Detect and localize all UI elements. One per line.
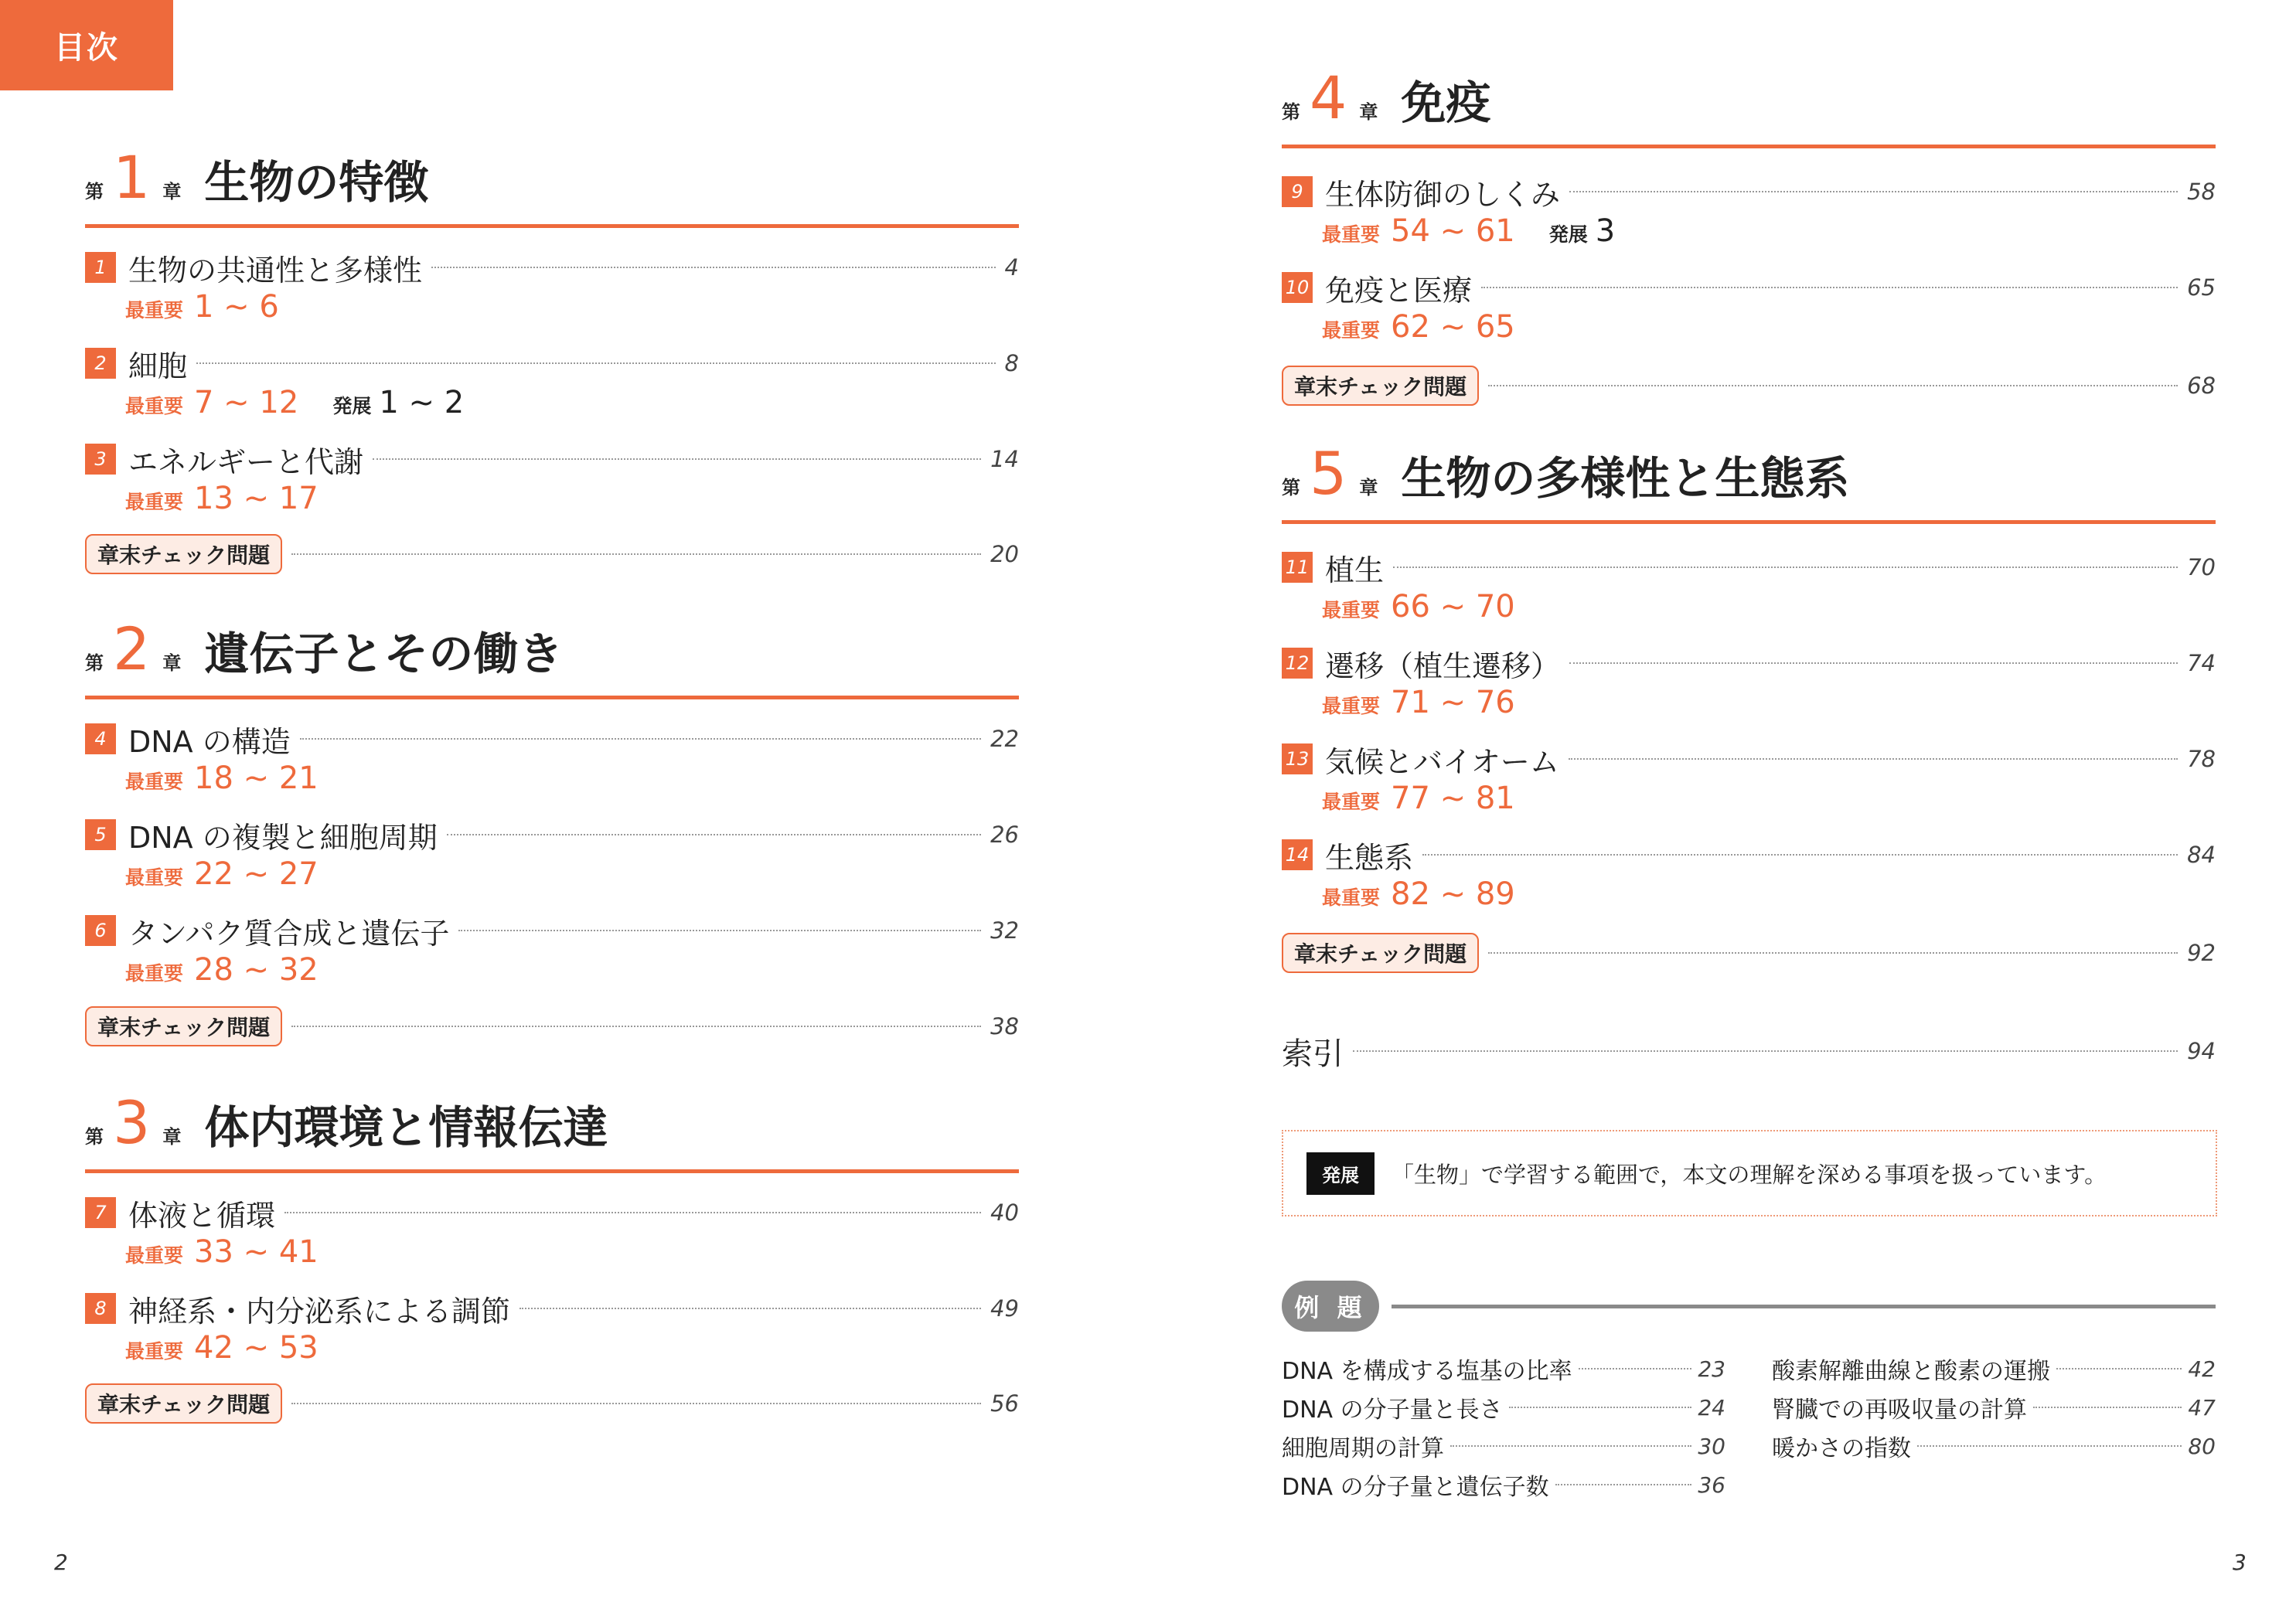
dot-leader (1353, 1050, 2178, 1052)
section-entry[interactable] (1282, 269, 2216, 345)
dot-leader (1579, 1368, 1692, 1370)
section-entry[interactable] (1282, 836, 2216, 912)
section-title: 生態系 (1325, 840, 1414, 875)
important-label: 最重要 (125, 771, 184, 793)
section-page: 14 (990, 446, 1019, 472)
section-entry[interactable] (85, 816, 1019, 892)
section-page: 40 (990, 1199, 1019, 1226)
important-label: 最重要 (1322, 886, 1381, 909)
section-entry[interactable] (85, 1290, 1019, 1366)
chapter-title: 生物の多様性と生態系 (1401, 452, 1850, 505)
section-problems (125, 385, 1019, 420)
dot-leader (431, 267, 996, 268)
chapter-prefix: 第 (85, 181, 104, 202)
dot-leader (1569, 662, 2178, 664)
examples-rule (1392, 1305, 2216, 1308)
page-number-left: 2 (54, 1550, 68, 1575)
example-page: 23 (1698, 1356, 1725, 1382)
example-title: 暖かさの指数 (1772, 1435, 1911, 1462)
section-title: 免疫と医療 (1325, 273, 1473, 308)
chapter-rule (1282, 520, 2216, 524)
section-page: 65 (2187, 274, 2216, 301)
chapter-number: 2 (113, 614, 151, 683)
example-title: DNA の分子量と遺伝子数 (1282, 1474, 1549, 1501)
dot-leader (300, 738, 981, 740)
chapter-rule (85, 224, 1019, 228)
dot-leader (447, 834, 981, 835)
important-label: 最重要 (1322, 695, 1381, 717)
section-problems (1322, 309, 2216, 345)
section-number-badge: 6 (85, 915, 116, 946)
chapter-heading (1282, 56, 2216, 148)
dot-leader (1393, 567, 2178, 568)
section-page: 84 (2187, 842, 2216, 868)
dot-leader (1555, 1484, 1692, 1485)
dot-leader (1509, 1407, 1692, 1408)
example-entry[interactable] (1772, 1349, 2216, 1388)
section-title: 生体防御のしくみ (1325, 177, 1561, 212)
example-entry[interactable] (1282, 1465, 1725, 1504)
dot-leader (1488, 952, 2178, 954)
important-range: 71 ~ 76 (1391, 685, 1515, 720)
chapter-title: 免疫 (1401, 77, 1491, 129)
section-problems (1322, 685, 2216, 720)
example-page: 42 (2188, 1356, 2216, 1382)
example-entry[interactable] (1282, 1427, 1725, 1465)
important-range: 77 ~ 81 (1391, 781, 1515, 816)
section-number-badge: 7 (85, 1197, 116, 1228)
chapter-rule (85, 1169, 1019, 1173)
section-title: 植生 (1325, 553, 1385, 587)
important-label: 最重要 (125, 1244, 184, 1267)
dot-leader (196, 362, 996, 364)
section-page: 78 (2187, 746, 2216, 772)
section-page: 32 (990, 917, 1019, 944)
chapter-end-page: 68 (2187, 373, 2216, 399)
advanced-range: 3 (1595, 213, 1616, 249)
section-entry[interactable] (1282, 740, 2216, 816)
dot-leader (291, 1026, 981, 1027)
section-title: 体液と循環 (128, 1198, 276, 1233)
index-page: 94 (2187, 1038, 2216, 1064)
section-number-badge: 9 (1282, 176, 1313, 207)
advanced-label: 発展 (332, 395, 372, 417)
example-page: 80 (2188, 1433, 2216, 1459)
dot-leader (2056, 1368, 2182, 1370)
example-entry[interactable] (1282, 1388, 1725, 1427)
important-range: 62 ~ 65 (1391, 309, 1515, 345)
section-entry[interactable] (1282, 173, 2216, 249)
chapter-end-page: 56 (990, 1390, 1019, 1417)
section-title: タンパク質合成と遺伝子 (128, 916, 450, 951)
dot-leader (373, 458, 981, 460)
dot-leader (1450, 1445, 1691, 1447)
section-page: 49 (990, 1295, 1019, 1322)
chapter-suffix: 章 (162, 181, 182, 202)
important-range: 7 ~ 12 (194, 385, 299, 420)
chapter-end-entry[interactable] (1282, 935, 2216, 971)
chapter-end-page: 92 (2187, 940, 2216, 966)
section-entry[interactable] (85, 441, 1019, 516)
example-entry[interactable] (1772, 1427, 2216, 1465)
chapter-end-page: 20 (990, 541, 1019, 567)
chapter-title: 生物の特徴 (204, 156, 429, 209)
section-entry[interactable] (1282, 549, 2216, 624)
section-problems (125, 856, 1019, 892)
example-entry[interactable] (1282, 1349, 1725, 1388)
chapter-prefix: 第 (85, 652, 104, 674)
section-problems (1322, 781, 2216, 816)
advanced-note-text: 「生物」で学習する範囲で，本文の理解を深める事項を扱っています。 (1392, 1161, 2107, 1188)
chapter-suffix: 章 (1359, 477, 1378, 498)
dot-leader (284, 1212, 981, 1213)
examples-column-left (1282, 1349, 1725, 1504)
chapter-end-label: 章末チェック問題 (1282, 933, 1479, 973)
section-title: エネルギーと代謝 (128, 444, 364, 479)
chapter-heading (85, 135, 1019, 228)
dot-leader (2033, 1407, 2182, 1408)
section-title: 気候とバイオーム (1325, 744, 1559, 779)
section-page: 74 (2187, 650, 2216, 676)
important-range: 54 ~ 61 (1391, 213, 1515, 249)
important-range: 28 ~ 32 (194, 952, 319, 988)
section-title: 遷移（植生遷移） (1325, 648, 1561, 683)
section-number-badge: 2 (85, 348, 116, 379)
chapter-end-entry[interactable] (1282, 368, 2216, 403)
important-label: 最重要 (125, 395, 184, 417)
chapter-title: 遺伝子とその働き (204, 628, 564, 680)
dot-leader (291, 1403, 981, 1404)
examples-heading (1282, 1281, 2216, 1332)
example-page: 30 (1698, 1433, 1725, 1459)
dot-leader (1422, 854, 2178, 856)
dot-leader (291, 553, 981, 555)
important-label: 最重要 (125, 1340, 184, 1363)
section-page: 8 (1004, 350, 1019, 376)
dot-leader (1569, 758, 2178, 760)
important-label: 最重要 (1322, 223, 1381, 246)
chapter-end-label: 章末チェック問題 (1282, 366, 1479, 406)
advanced-note-box (1282, 1130, 2217, 1216)
examples-title: 例 題 (1282, 1281, 1379, 1332)
example-page: 47 (2188, 1394, 2216, 1421)
chapter-number: 1 (113, 143, 151, 212)
examples-column-right (1772, 1349, 2216, 1465)
toc-tab (0, 0, 173, 90)
section-number-badge: 13 (1282, 743, 1313, 774)
important-label: 最重要 (1322, 599, 1381, 621)
example-title: 腎臓での再吸収量の計算 (1772, 1397, 2027, 1424)
important-range: 22 ~ 27 (194, 856, 319, 892)
section-entry[interactable] (1282, 645, 2216, 720)
important-label: 最重要 (1322, 319, 1381, 342)
section-problems (1322, 589, 2216, 624)
example-page: 36 (1698, 1472, 1725, 1498)
dot-leader (1569, 191, 2178, 192)
dot-leader (1917, 1445, 2182, 1447)
chapter-heading (85, 1080, 1019, 1173)
chapter-prefix: 第 (1282, 101, 1300, 123)
chapter-suffix: 章 (1359, 101, 1378, 123)
chapter-end-entry[interactable] (85, 1386, 1019, 1421)
important-label: 最重要 (1322, 791, 1381, 813)
section-number-badge: 5 (85, 819, 116, 850)
important-label: 最重要 (125, 491, 184, 513)
section-title: 神経系・内分泌系による調節 (128, 1294, 511, 1329)
section-number-badge: 14 (1282, 839, 1313, 870)
section-title: DNA の複製と細胞周期 (128, 820, 438, 855)
section-number-badge: 11 (1282, 552, 1313, 583)
page-number-right: 3 (2233, 1550, 2247, 1575)
section-page: 4 (1004, 254, 1019, 281)
section-entry[interactable] (85, 720, 1019, 796)
important-range: 18 ~ 21 (194, 760, 319, 796)
important-range: 82 ~ 89 (1391, 876, 1515, 912)
example-title: DNA の分子量と長さ (1282, 1397, 1503, 1424)
chapter-heading (1282, 431, 2216, 524)
section-problems (125, 289, 1019, 325)
dot-leader (519, 1308, 981, 1309)
index-entry[interactable] (1282, 1032, 2216, 1070)
example-title: DNA を構成する塩基の比率 (1282, 1358, 1572, 1385)
advanced-range: 1 ~ 2 (379, 385, 465, 420)
important-label: 最重要 (125, 962, 184, 985)
example-title: 細胞周期の計算 (1282, 1435, 1444, 1462)
chapter-prefix: 第 (85, 1126, 104, 1148)
section-problems (125, 1234, 1019, 1270)
example-page: 24 (1698, 1394, 1725, 1421)
section-title: DNA の構造 (128, 724, 291, 759)
advanced-label: 発展 (1548, 223, 1588, 246)
dot-leader (1488, 385, 2178, 386)
section-number-badge: 1 (85, 252, 116, 283)
section-entry[interactable] (85, 345, 1019, 420)
section-title: 細胞 (128, 349, 188, 383)
chapter-prefix: 第 (1282, 477, 1300, 498)
dot-leader (458, 930, 981, 931)
section-entry[interactable] (85, 249, 1019, 325)
chapter-rule (85, 696, 1019, 699)
section-problems (1322, 876, 2216, 912)
index-title: 索引 (1282, 1036, 1344, 1072)
section-problems (125, 1330, 1019, 1366)
section-problems (125, 481, 1019, 516)
chapter-end-label: 章末チェック問題 (85, 534, 282, 574)
important-range: 33 ~ 41 (194, 1234, 319, 1270)
important-range: 13 ~ 17 (194, 481, 319, 516)
example-entry[interactable] (1772, 1388, 2216, 1427)
chapter-end-label: 章末チェック問題 (85, 1383, 282, 1424)
chapter-suffix: 章 (162, 1126, 182, 1148)
chapter-suffix: 章 (162, 652, 182, 674)
section-page: 70 (2187, 554, 2216, 580)
section-number-badge: 10 (1282, 272, 1313, 303)
chapter-end-page: 38 (990, 1013, 1019, 1039)
chapter-number: 4 (1310, 63, 1347, 132)
section-number-badge: 4 (85, 723, 116, 754)
dot-leader (1481, 287, 2178, 288)
section-title: 生物の共通性と多様性 (128, 253, 423, 288)
toc-tab-label: 目次 (54, 30, 119, 66)
example-title: 酸素解離曲線と酸素の運搬 (1772, 1358, 2050, 1385)
chapter-rule (1282, 145, 2216, 148)
section-number-badge: 3 (85, 444, 116, 475)
important-range: 66 ~ 70 (1391, 589, 1515, 624)
chapter-heading (85, 607, 1019, 699)
section-entry[interactable] (85, 1194, 1019, 1270)
important-range: 42 ~ 53 (194, 1330, 319, 1366)
section-page: 58 (2187, 179, 2216, 205)
section-page: 22 (990, 726, 1019, 752)
section-problems (1322, 213, 2216, 249)
chapter-end-label: 章末チェック問題 (85, 1006, 282, 1046)
section-problems (125, 760, 1019, 796)
chapter-end-entry[interactable] (85, 536, 1019, 572)
chapter-number: 3 (113, 1088, 151, 1157)
advanced-note-label: 発展 (1306, 1152, 1375, 1195)
section-number-badge: 12 (1282, 648, 1313, 679)
section-number-badge: 8 (85, 1293, 116, 1324)
important-label: 最重要 (125, 299, 184, 322)
chapter-title: 体内環境と情報伝達 (204, 1101, 608, 1154)
chapter-end-entry[interactable] (85, 1009, 1019, 1044)
section-problems (125, 952, 1019, 988)
chapter-number: 5 (1310, 439, 1347, 508)
section-page: 26 (990, 822, 1019, 848)
important-range: 1 ~ 6 (194, 289, 279, 325)
section-entry[interactable] (85, 912, 1019, 988)
important-label: 最重要 (125, 866, 184, 889)
